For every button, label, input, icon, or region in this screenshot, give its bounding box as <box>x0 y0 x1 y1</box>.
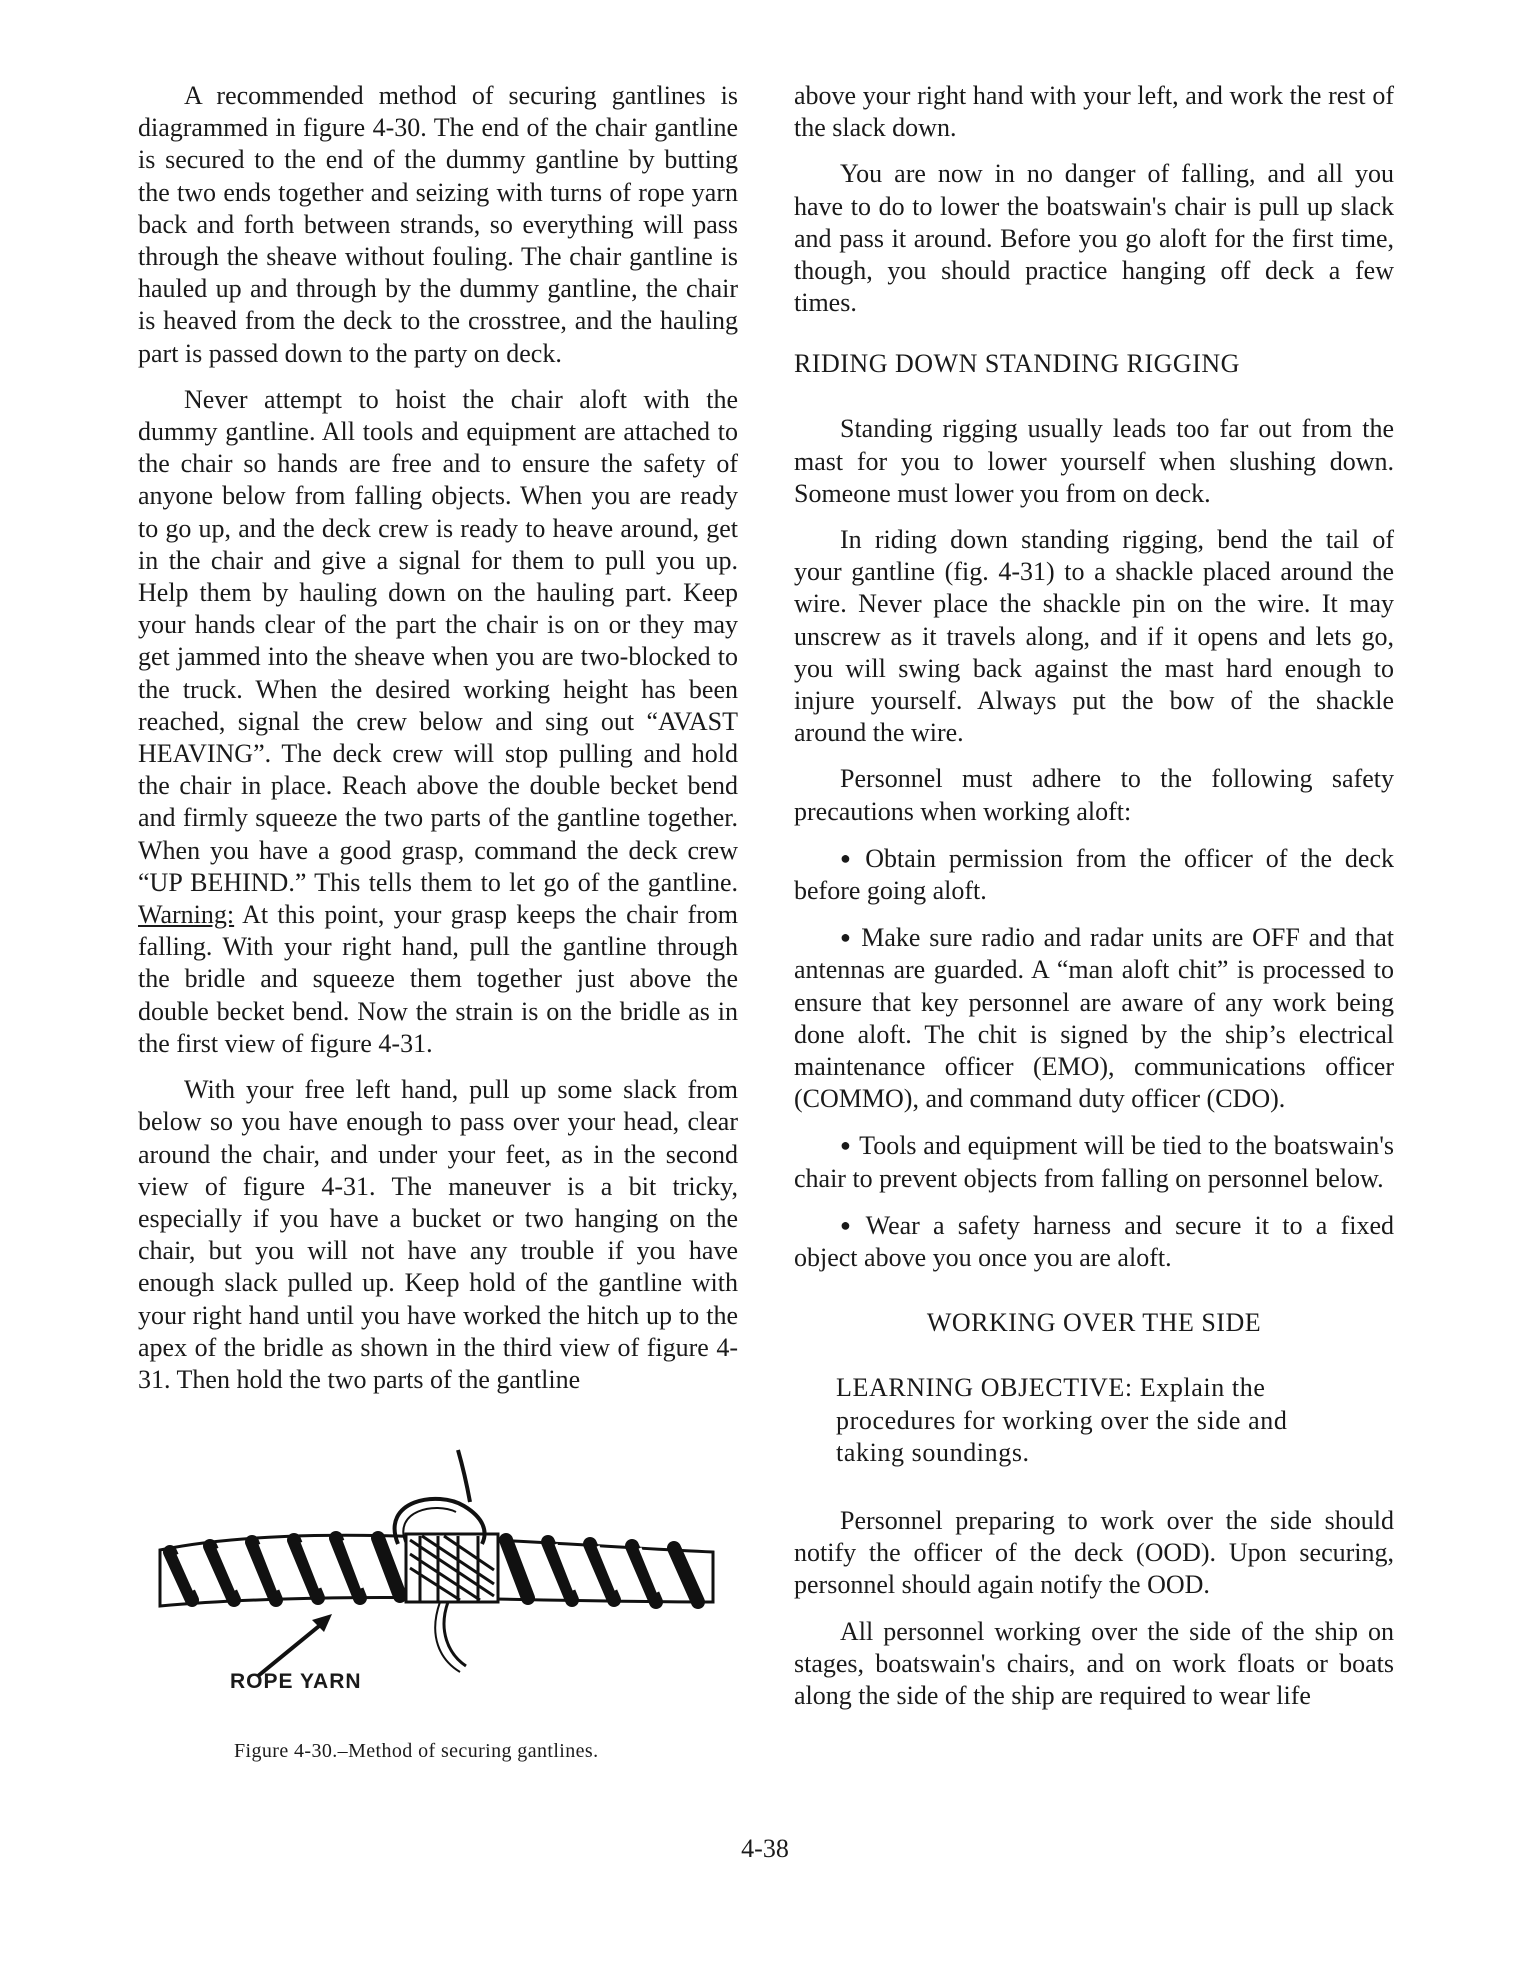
paragraph: Personnel must adhere to the following safety precautions when working aloft: <box>794 764 1394 826</box>
paragraph: above your right hand with your left, and work the rest of the slack down. <box>794 81 1394 143</box>
rope-seizing-illustration <box>148 1440 728 1680</box>
paragraph: A recommended method of securing gantlines is diagrammed in figure 4-30. The end of the chair gantline is secured to the end of the dummy gantline by butting the two ends together and seizing with turns of rope yarn back and forth between strands, so everything will pass through the sheave without fouling. The chair gantline is hauled up and through by the dummy gantline, the chair is heaved from the deck to the crosstree, and the hauling part is passed down to the party on deck. <box>138 81 738 368</box>
paragraph: All personnel working over the side of the ship on stages, boatswain's chairs, and on work floats or boats along the side of the ship are required to wear life <box>794 1616 1394 1710</box>
left-column <box>138 80 738 1410</box>
pointer-arrow <box>258 1622 324 1676</box>
figure-label: ROPE YARN <box>230 1670 362 1693</box>
section-heading: WORKING OVER THE SIDE <box>926 1308 1262 1338</box>
paragraph: Personnel preparing to work over the side should notify the officer of the deck (OOD). Upon securing, personnel should again notify the OOD. <box>794 1505 1394 1600</box>
bullet-item <box>794 921 1394 1115</box>
bullet-icon: ● <box>840 1214 858 1235</box>
paragraph: Standing rigging usually leads too far out from the mast for you to lower yourself when slushing down. Someone must lower you from on deck. <box>794 414 1394 508</box>
bullet-icon: ● <box>840 1135 852 1156</box>
bullet-text: Make sure radio and radar units are OFF and that antennas are guarded. A “man aloft chit” is processed to ensure that key personnel are aware of any work being done aloft. The chit is signed by the ship’s electrical maintenance officer (EMO), communications officer (COMMO), and command duty officer (CDO). <box>794 923 1395 1114</box>
rope-yarn-seizing <box>406 1534 498 1602</box>
bullet-text: Tools and equipment will be tied to the boatswain's chair to prevent objects from falling on personnel below. <box>794 1131 1394 1193</box>
paragraph: With your free left hand, pull up some slack from below so you have enough to pass over your head, clear around the chair, and under your feet, as in the second view of figure 4-31. The maneuver is a bit tricky, especially if you have a bucket or two hanging on the chair, but you will not have any trouble if you have enough slack pulled up. Keep hold of the gantline with your right hand until you have worked the hitch up to the apex of the bridle as shown in the third view of figure 4-31. Then hold the two parts of the gantline <box>138 1075 738 1394</box>
paragraph: You are now in no danger of falling, and all you have to do to lower the boatswain's chair is pull up slack and pass it around. Before you go aloft for the first time, though, you should practice hanging off deck a few times. <box>794 159 1394 318</box>
bullet-item <box>794 1209 1394 1274</box>
bullet-item <box>794 842 1394 907</box>
warning-label: Warning: <box>138 900 235 930</box>
right-column <box>794 80 1394 1726</box>
page-number: 4-38 <box>741 1834 789 1863</box>
paragraph: In riding down standing rigging, bend the tail of your gantline (fig. 4-31) to a shackle placed around the wire. Never place the shackle pin on the wire. It may unscrew as it travels along, and if it opens and lets go, you will swing back against the mast hard enough to injure yourself. Always put the bow of the shackle around the wire. <box>794 525 1394 748</box>
figure-caption: Figure 4-30.–Method of securing gantlines. <box>234 1740 599 1762</box>
paragraph <box>138 384 738 1060</box>
bullet-icon: ● <box>840 847 858 868</box>
paragraph-text: Never attempt to hoist the chair aloft with the dummy gantline. All tools and equipment are attached to the chair so hands are free and to ensure the safety of anyone below from falling objects. When you are ready to go up, and the deck crew is ready to heave around, get in the chair and give a signal for them to pull you up. Help them by hauling down on the hauling part. Keep your hands clear of the part the chair is on or they may get jammed into the sheave when you are two-blocked to the truck. When the desired working height has been reached, signal the crew below and sing out “AVAST HEAVING”. The deck crew will stop pulling and hold the chair in place. Reach above the double becket bend and firmly squeeze the two parts of the gantline together. When you have a good grasp, command the deck crew “UP BEHIND.” This tells them to let go of the gantline. <box>138 384 738 897</box>
bullet-item <box>794 1129 1394 1194</box>
paragraph-text: At this point, your grasp keeps the chair from falling. With your right hand, pull the gantline through the bridle and squeeze them together just above the double becket bend. Now the strain is on the bridle as in the first view of figure 4-31. <box>138 900 738 1058</box>
figure-4-30 <box>138 1440 738 1780</box>
section-heading: RIDING DOWN STANDING RIGGING <box>794 349 1240 379</box>
bullet-icon: ● <box>840 927 854 948</box>
bullet-text: Wear a safety harness and secure it to a fixed object above you once you are aloft. <box>794 1210 1394 1273</box>
learning-objective: LEARNING OBJECTIVE: Explain the procedures for working over the side and taking soundings. <box>836 1373 1288 1467</box>
bullet-text: Obtain permission from the officer of the deck before going aloft. <box>794 843 1394 906</box>
